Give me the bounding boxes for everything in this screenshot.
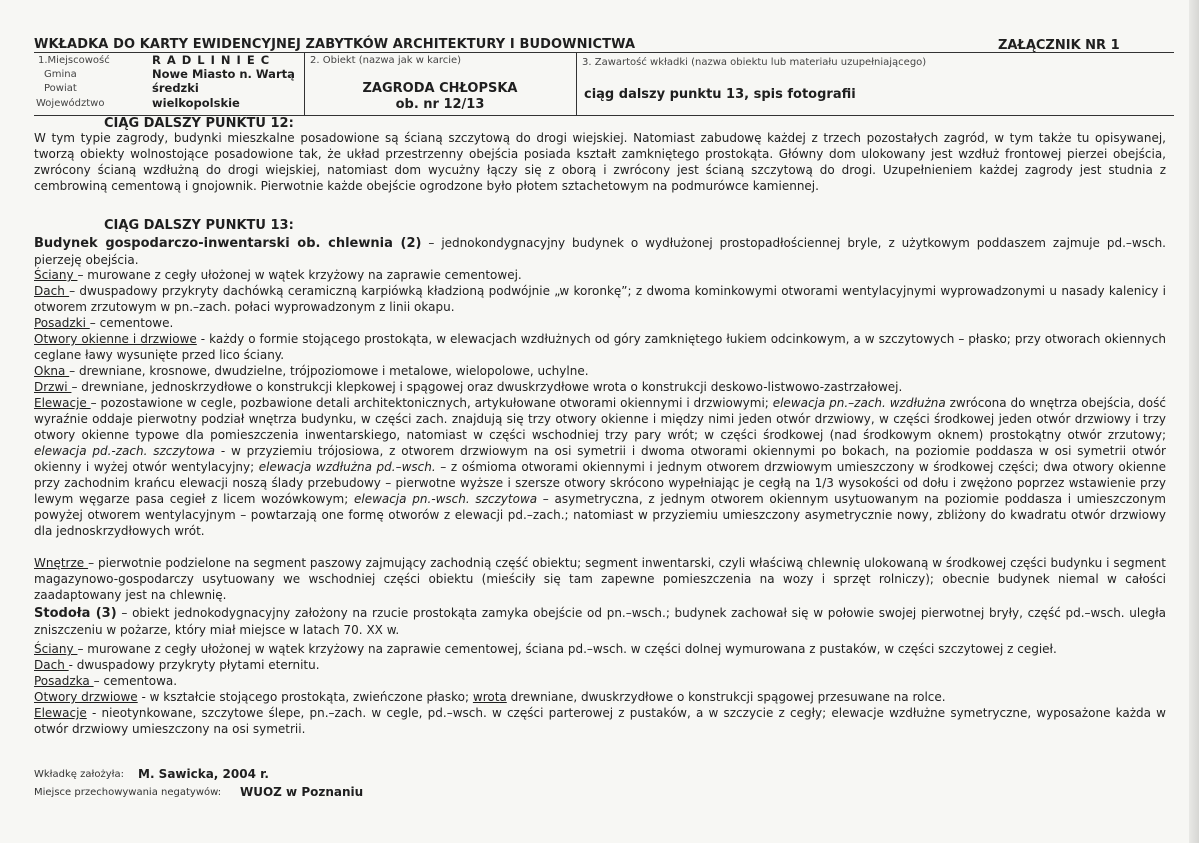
walls-1-text: – murowane z cegły ułożonej w wątek krzyżowy na zaprawie cementowej. — [77, 268, 522, 282]
section-13-heading: CIĄG DALSZY PUNKTU 13: — [104, 218, 294, 233]
content-value: ciąg dalszy punktu 13, spis fotografii — [584, 87, 856, 102]
openings-2-label: Otwory drzwiowe — [34, 690, 138, 704]
section-12-heading: CIĄG DALSZY PUNKTU 12: — [104, 116, 294, 131]
openings-2-paragraph — [34, 689, 1166, 705]
building-2-text: – jednokondygnacyjny budynek o wydłużonej prostopadłościennej bryle, z użytkowym poddaszem zajmuje pd.–wsch. pierzeję obejścia. — [34, 236, 1166, 267]
elevations-1-italic-3: elewacja wzdłużna pd.–wsch. — [258, 460, 436, 474]
floor-2-text: – cementowa. — [93, 674, 178, 688]
building-2-title: Budynek gospodarczo-inwentarski ob. chlewnia (2) — [34, 236, 422, 251]
attachment-label: ZAŁĄCZNIK NR 1 — [998, 38, 1120, 53]
roof-2-text: - dwuspadowy przykryty płytami eternitu. — [68, 658, 320, 672]
content-label: 3. Zawartość wkładki (nazwa obiektu lub materiału uzupełniającego) — [582, 57, 927, 68]
roof-2-label: Dach — [34, 658, 69, 672]
floors-1-label: Posadzki — [34, 316, 90, 330]
elevations-1-text-a: – pozostawione w cegle, pozbawione detali architektonicznych, artykułowane otworami okiennymi i drzwiowymi; — [90, 396, 773, 410]
walls-2-paragraph — [34, 641, 1166, 657]
elevations-1-text-e: – asymetryczna, z jednym otworem okiennym usytuowanym na poziomie poddasza i umieszczonym powyżej otworem wentylacyjnym – powtarzają one formę otworów z elewacji pd.–zach.; natomiast w przyziemiu umieszczony asymetrycznie nowy, zbliżony do kwadratu otwór drzwiowy dla jednoskrzydłowych wrót. — [34, 492, 1166, 538]
woj-value: wielkopolskie — [152, 96, 240, 110]
elevations-1-italic-2: elewacja pd.-zach. szczytowa — [34, 444, 215, 458]
windows-text: – drewniane, krosnowe, dwudzielne, trójpoziomowe i metalowe, wielopolowe, uchylne. — [69, 364, 589, 378]
windows-paragraph — [34, 363, 1166, 379]
roof-1-text: – dwuspadowy przykryty dachówką ceramiczną karpiówką kładzioną podwójnie „w koronkę”; z dwoma kominkowymi otworami wentylacyjnymi wyprowadzonymi u nasady kalenicy i otworem zrzutowym w pn.–zach. połaci wyprowadzonym z linii okapu. — [34, 284, 1166, 314]
place-label: 1.Miejscowość — [38, 55, 110, 66]
elevations-2-label: Elewacje — [34, 706, 87, 720]
walls-1-label: Ściany — [34, 268, 78, 282]
scan-edge — [1189, 0, 1199, 843]
openings-1-paragraph — [34, 331, 1166, 363]
floors-1-paragraph — [34, 315, 1166, 331]
document-title: WKŁADKA DO KARTY EWIDENCYJNEJ ZABYTKÓW ARCHITEKTURY I BUDOWNICTWA — [34, 37, 636, 52]
storage-label: Miejsce przechowywania negatywów: — [34, 787, 222, 798]
floors-1-text: – cementowe. — [89, 316, 174, 330]
elevations-1-paragraph — [34, 395, 1166, 539]
elevations-2-text: - nieotynkowane, szczytowe ślepe, pn.–zach. w cegle, pd.–wsch. w części parterowej z pustaków, a w szczycie z cegły; elewacje wzdłużne symetryczne, wyposażone każda w otwór drzwiowy umieszczony na osi symetrii. — [34, 706, 1166, 736]
walls-1-paragraph — [34, 267, 1166, 283]
elevations-1-text-b: zwrócona do wnętrza obejścia, dość wyraźnie oddaje pierwotny podział wnętrza budynku, w części zach. znajdują się trzy otwory okienne i między nimi jeden otwór drzwiowy, w części środkowej jeden otwór drzwiowy i trzy otwory okienne typowe dla pomieszczenia inwentarskiego, natomiast w części wschodniej trzy pary wrót; w części środkowej (nad środkowym oknem) prostokątny otwór zrzutowy; — [34, 396, 1166, 442]
openings-2-text-a: - w kształcie stojącego prostokąta, zwieńczone płasko; — [137, 690, 473, 704]
roof-1-label: Dach — [34, 284, 70, 298]
windows-label: Okna — [34, 364, 70, 378]
author-label: Wkładkę założyła: — [34, 769, 124, 780]
author-value: M. Sawicka, 2004 r. — [138, 767, 269, 781]
doors-text: – drewniane, jednoskrzydłowe o konstrukcji klepkowej i spągowej oraz dwuskrzydłowe wrota o konstrukcji deskowo-listwowo-zastrzałowej. — [71, 380, 903, 394]
gmina-label: Gmina — [44, 69, 77, 80]
walls-2-text: – murowane z cegły ułożonej w wątek krzyżowy na zaprawie cementowej, ściana pd.–wsch. w części dolnej wymurowana z pustaków, w części szczytowej z cegieł. — [77, 642, 1057, 656]
elevations-1-italic-1: elewacja pn.–zach. wzdłużna — [772, 396, 946, 410]
object-label: 2. Obiekt (nazwa jak w karcie) — [310, 55, 462, 66]
walls-2-label: Ściany — [34, 642, 78, 656]
place-value: R A D L I N I E C — [152, 53, 271, 67]
object-name: ZAGRODA CHŁOPSKA — [362, 81, 518, 96]
building-2-paragraph — [34, 235, 1166, 268]
roof-2-paragraph — [34, 657, 1166, 673]
floor-2-label: Posadzka — [34, 674, 94, 688]
building-3-title: Stodoła (3) — [34, 606, 117, 621]
elevations-1-label: Elewacje — [34, 396, 91, 410]
gate-label: wrota — [472, 690, 507, 704]
interior-paragraph — [34, 555, 1166, 603]
elevations-2-paragraph — [34, 705, 1166, 737]
object-number: ob. nr 12/13 — [395, 97, 485, 112]
gmina-value: Nowe Miasto n. Wartą — [152, 67, 295, 81]
building-3-paragraph — [34, 605, 1166, 638]
woj-label: Województwo — [36, 98, 105, 109]
doors-paragraph — [34, 379, 1166, 395]
roof-1-paragraph — [34, 283, 1166, 315]
powiat-value: średzki — [152, 81, 199, 95]
interior-label: Wnętrze — [34, 556, 89, 570]
openings-1-text: - każdy o formie stojącego prostokąta, w elewacjach wzdłużnych od góry zamkniętego łukiem odcinkowym, a w szczytowych – płasko; przy otworach okiennych ceglane ławy wysunięte przed lico ściany. — [34, 332, 1166, 362]
divider-2 — [576, 53, 577, 115]
storage-value: WUOZ w Poznaniu — [240, 785, 364, 799]
doors-label: Drzwi — [34, 380, 72, 394]
interior-text: – pierwotnie podzielone na segment paszowy zajmujący zachodnią część obiektu; segment inwentarski, czyli właściwą chlewnię ulokowaną w środkowej części budynku i segment magazynowo-gospodarczy usytuowany we wschodniej części obiektu (mieściły się tam zapewne pomieszczenia na wozy i sprzęt rolniczy); obecnie budynek niemal w całości zaadaptowany jest na chlewnię. — [34, 556, 1166, 602]
section-12-text: W tym typie zagrody, budynki mieszkalne posadowione są ścianą szczytową do drogi wiejskiej. Natomiast zabudowę każdej z trzech pozostałych zagród, w tym także tu opisywanej, tworzą obiekty wolnostojące posadowione tak, że układ przestrzenny obejścia posiada kształt zamkniętego prostokąta. Główny dom ulokowany jest wzdłuż frontowej pierzei obejścia, zwrócony ścianą wzdłużną do drogi wiejskiej, natomiast dom wycużny łączy się z oborą i zwrócony jest ścianą szczytową do drogi. Uzupełnieniem każdej zagrody jest studnia z cembrowiną cementową i gnojownik. Pierwotnie każde obejście ogrodzone było płotem sztachetowym na podmurówce kamiennej. — [34, 131, 1166, 193]
powiat-label: Powiat — [44, 83, 77, 94]
openings-2-text-b: drewniane, dwuskrzydłowe o konstrukcji spągowej przesuwane na rolce. — [506, 690, 946, 704]
floor-2-paragraph — [34, 673, 1166, 689]
building-3-text: – obiekt jednokodygnacyjny założony na rzucie prostokąta zamyka obejście od pn.–wsch.; budynek zachował się w połowie swojej pierwotnej bryły, część pd.–wsch. uległa zniszczeniu w pożarze, który miał miejsce w latach 70. XX w. — [34, 606, 1167, 637]
elevations-1-italic-4: elewacja pn.-wsch. szczytowa — [353, 492, 538, 506]
elevations-1-text-d: – z ośmioma otworami okiennymi i jednym otworem drzwiowym umieszczony w środkowej części; dwa otwory okienne przy zachodnim krańcu elewacji noszą ślady przebudowy – pierwotne wyższe i szersze otwory skrócono wypełniając je cegłą na 1/3 wysokości od dołu i zwężono poprzez wstawienie przy lewym węgarze pasa cegieł z licem wozówkowym; — [34, 460, 1167, 506]
elevations-1-text-c: - w przyziemiu trójosiowa, z otworem drzwiowym na osi symetrii i dwoma otworami okiennymi po bokach, na poziomie poddasza w osi symetrii otwór okienny i wyżej otwór wentylacyjny; — [34, 444, 1166, 474]
openings-1-label: Otwory okienne i drzwiowe — [34, 332, 197, 346]
